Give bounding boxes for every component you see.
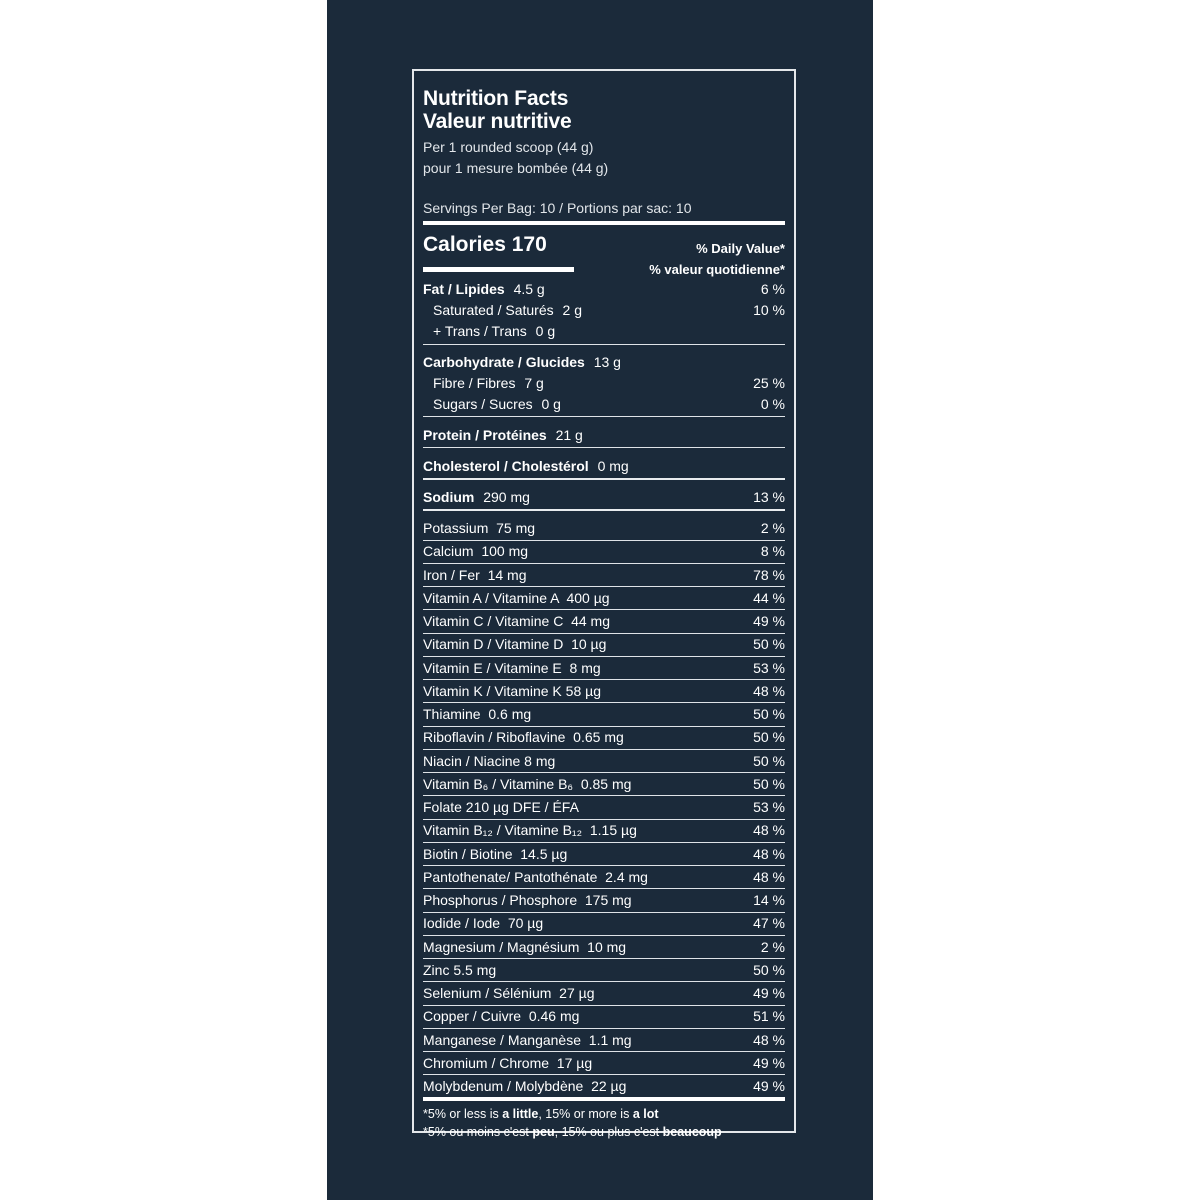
- row-divider: [423, 478, 785, 480]
- nutrient-name: Folate 210 µg DFE / ÉFA: [423, 799, 579, 815]
- daily-value-percent: 53 %: [753, 659, 785, 676]
- nutrient-name: Carbohydrate / Glucides 13 g: [423, 354, 621, 370]
- macro-row: [423, 279, 785, 301]
- micro-row: [423, 983, 785, 1005]
- micro-row: [423, 960, 785, 982]
- nutrient-name: Saturated / Saturés 2 g: [433, 302, 582, 318]
- rule-thick-bottom: [423, 1097, 785, 1101]
- micro-row: [423, 588, 785, 610]
- nutrient-name: Riboflavin / Riboflavine 0.65 mg: [423, 729, 624, 746]
- nutrient-name: Cholesterol / Cholestérol 0 mg: [423, 458, 629, 474]
- micro-row: [423, 937, 785, 959]
- daily-value-percent: 50 %: [753, 706, 785, 722]
- daily-value-percent: 8 %: [760, 543, 785, 560]
- macro-row: [423, 425, 785, 447]
- micro-row: [423, 1053, 785, 1075]
- macro-row: [423, 321, 785, 343]
- micro-row: [423, 1076, 785, 1098]
- daily-value-percent: 48 %: [753, 868, 785, 885]
- nutrient-name: Phosphorus / Phosphore 175 mg: [423, 892, 632, 908]
- daily-value-percent: 47 %: [753, 915, 785, 932]
- footnote-en: *5% or less is a little, 15% or more is a lot: [423, 1107, 659, 1121]
- micro-row: [423, 658, 785, 680]
- serving-size-fr: pour 1 mesure bombée (44 g): [423, 160, 609, 176]
- micro-row: [423, 867, 785, 889]
- nutrient-name: Niacin / Niacine 8 mg: [423, 752, 556, 769]
- daily-value-percent: 6 %: [760, 281, 785, 297]
- nutrient-name: Copper / Cuivre 0.46 mg: [423, 1008, 580, 1025]
- nutrient-name: Pantothenate/ Pantothénate 2.4 mg: [423, 868, 648, 885]
- daily-value-header-fr: % valeur quotidienne*: [649, 262, 785, 277]
- micro-row: [423, 890, 785, 912]
- micro-row: [423, 1006, 785, 1028]
- nutrient-name: Zinc 5.5 mg: [423, 961, 497, 978]
- daily-value-percent: 48 %: [753, 845, 785, 862]
- daily-value-percent: 13 %: [753, 489, 785, 505]
- daily-value-percent: 48 %: [753, 1031, 785, 1048]
- daily-value-percent: 50 %: [753, 636, 785, 653]
- rule-thick-top: [423, 221, 785, 225]
- footnote-fr: *5% ou moins c'est peu, 15% ou plus c'est beaucoup: [423, 1125, 722, 1139]
- nutrient-name: + Trans / Trans 0 g: [433, 323, 556, 339]
- serving-size-en: Per 1 rounded scoop (44 g): [423, 139, 594, 155]
- daily-value-percent: 50 %: [753, 961, 785, 978]
- micro-row: [423, 751, 785, 773]
- nutrient-name: Vitamin B₁₂ / Vitamine B₁₂ 1.15 µg: [423, 822, 637, 839]
- daily-value-percent: 51 %: [753, 1008, 785, 1025]
- micro-row: [423, 797, 785, 819]
- row-divider: [423, 344, 785, 345]
- micro-row: [423, 820, 785, 842]
- nutrient-name: Vitamin E / Vitamine E 8 mg: [423, 659, 601, 676]
- daily-value-percent: 50 %: [753, 752, 785, 769]
- row-divider: [423, 509, 785, 511]
- daily-value-percent: 49 %: [753, 985, 785, 1001]
- calories-underline: [423, 267, 574, 272]
- nutrient-name: Vitamin A / Vitamine A 400 µg: [423, 589, 610, 606]
- daily-value-percent: 10 %: [753, 302, 785, 318]
- daily-value-percent: 25 %: [753, 375, 785, 391]
- daily-value-percent: 50 %: [753, 729, 785, 746]
- daily-value-percent: 49 %: [753, 1078, 785, 1094]
- macro-row: [423, 373, 785, 395]
- micro-row: [423, 565, 785, 587]
- micro-row: [423, 844, 785, 866]
- nutrient-name: Vitamin K / Vitamine K 58 µg: [423, 682, 601, 699]
- daily-value-percent: 49 %: [753, 613, 785, 629]
- macro-row: [423, 487, 785, 509]
- daily-value-percent: 14 %: [753, 892, 785, 908]
- micro-row: [423, 774, 785, 796]
- nutrient-name: Sugars / Sucres 0 g: [433, 396, 561, 412]
- micro-row: [423, 611, 785, 633]
- daily-value-percent: 48 %: [753, 822, 785, 839]
- nutrient-name: Protein / Protéines 21 g: [423, 427, 583, 443]
- daily-value-header-en: % Daily Value*: [696, 241, 785, 256]
- nutrient-name: Fat / Lipides 4.5 g: [423, 281, 545, 297]
- nutrient-name: Biotin / Biotine 14.5 µg: [423, 845, 568, 862]
- daily-value-percent: 44 %: [753, 589, 785, 606]
- nutrient-name: Selenium / Sélénium 27 µg: [423, 985, 595, 1001]
- nutrient-name: Thiamine 0.6 mg: [423, 706, 532, 722]
- micro-row: [423, 704, 785, 726]
- daily-value-percent: 2 %: [760, 520, 785, 536]
- daily-value-percent: 78 %: [753, 566, 785, 583]
- nutrient-name: Molybdenum / Molybdène 22 µg: [423, 1078, 627, 1094]
- micro-row: [423, 1030, 785, 1052]
- micro-row: [423, 634, 785, 656]
- daily-value-percent: 53 %: [753, 799, 785, 815]
- macro-row: [423, 456, 785, 478]
- macro-row: [423, 300, 785, 322]
- nutrient-name: Manganese / Manganèse 1.1 mg: [423, 1031, 632, 1048]
- nutrient-name: Fibre / Fibres 7 g: [433, 375, 544, 391]
- nutrient-name: Magnesium / Magnésium 10 mg: [423, 938, 627, 955]
- nutrient-name: Vitamin C / Vitamine C 44 mg: [423, 613, 611, 629]
- nutrient-name: Potassium 75 mg: [423, 520, 536, 536]
- nutrient-name: Chromium / Chrome 17 µg: [423, 1054, 593, 1071]
- micro-row: [423, 727, 785, 749]
- nutrient-name: Vitamin B₆ / Vitamine B₆ 0.85 mg: [423, 775, 632, 792]
- nutrient-name: Calcium 100 mg: [423, 543, 529, 560]
- title-fr: Valeur nutritive: [423, 110, 572, 133]
- nutrient-name: Vitamin D / Vitamine D 10 µg: [423, 636, 607, 653]
- micro-row: [423, 913, 785, 935]
- daily-value-percent: 50 %: [753, 775, 785, 792]
- nutrient-name: Sodium 290 mg: [423, 489, 530, 505]
- micro-row: [423, 681, 785, 703]
- macro-row: [423, 394, 785, 416]
- title-en: Nutrition Facts: [423, 87, 569, 110]
- daily-value-percent: 2 %: [760, 938, 785, 955]
- nutrient-name: Iron / Fer 14 mg: [423, 566, 527, 583]
- daily-value-percent: 0 %: [760, 396, 785, 412]
- micro-row: [423, 541, 785, 563]
- calories: Calories 170: [423, 233, 547, 256]
- nutrition-facts-label: [412, 69, 796, 1139]
- micro-row: [423, 518, 785, 540]
- daily-value-percent: 48 %: [753, 682, 785, 699]
- daily-value-percent: 49 %: [753, 1054, 785, 1071]
- row-divider: [423, 447, 785, 448]
- macro-row: [423, 352, 785, 374]
- row-divider: [423, 416, 785, 417]
- nutrient-name: Iodide / Iode 70 µg: [423, 915, 544, 932]
- servings-per-container: Servings Per Bag: 10 / Portions par sac: 10: [423, 200, 692, 216]
